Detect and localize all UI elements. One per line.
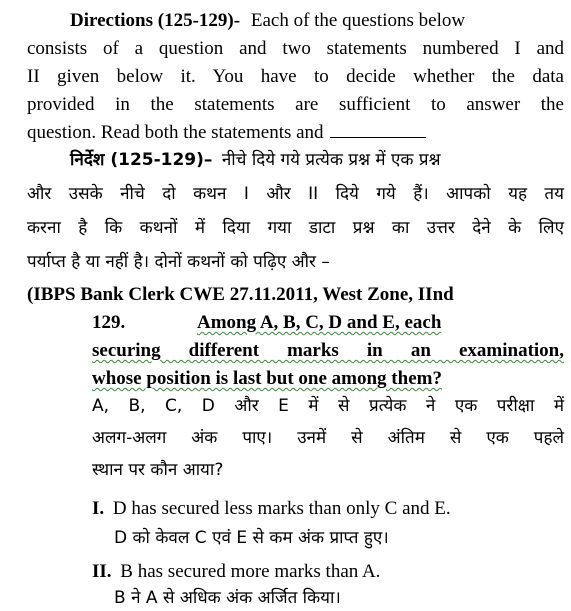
hindi-directions-line-2: और उसके नीचे दो कथन I और II दिये गये हैं। आपको यह तय (27, 184, 564, 204)
question-en-line-2: securing different marks in an examination, (92, 340, 564, 361)
question-hi-line-2: अलग-अलग अंक पाए। उनमें से अंतिम से एक पहले (92, 428, 564, 448)
statement-2-en: B has secured more marks than A. (120, 561, 381, 582)
question-en-line-3: whose position is last but one among them? (92, 368, 442, 389)
statement-2-label: II. (92, 561, 112, 582)
directions-line-2: consists of a question and two statements numbered I and (27, 38, 564, 59)
directions-heading: Directions (125-129)- (70, 10, 241, 31)
hindi-directions-line-4: पर्याप्त है या नहीं है। दोनों कथनों को पढ़िए और – (27, 252, 330, 272)
hindi-directions-heading: निर्देश (125-129)– (70, 150, 213, 170)
hindi-directions-line-3: करना है कि कथनों में दिया गया डाटा प्रश्न का उत्तर देने के लिए (27, 218, 564, 238)
directions-line-5 (27, 122, 426, 142)
answer-blank (330, 122, 426, 138)
statement-2-hi: B ने A से अधिक अंक अर्जित किया। (114, 588, 341, 608)
hindi-directions-text-1: नीचे दिये गये प्रत्येक प्रश्न में एक प्रश्न (221, 150, 441, 170)
question-hi-line-3: स्थान पर कौन आया? (92, 460, 224, 480)
question-en-line-1: Among A, B, C, D and E, each (197, 312, 442, 333)
statement-1-hi: D को केवल C एवं E से कम अंक प्राप्त हुए। (114, 528, 389, 548)
question-hi-line-1: A, B, C, D और E में से प्रत्येक ने एक परीक्षा में (92, 396, 564, 416)
directions-line-3: II given below it. You have to decide whether the data (27, 66, 564, 87)
directions-line-1 (70, 11, 465, 30)
directions-text-5: question. Read both the statements and (27, 122, 324, 143)
statement-1-en: D has secured less marks than only C and E. (112, 498, 451, 519)
directions-text-1: Each of the questions below (250, 10, 466, 31)
directions-line-4: provided in the statements are sufficient to answer the (27, 94, 564, 115)
question-number: 129. (92, 312, 126, 333)
source-citation: (IBPS Bank Clerk CWE 27.11.2011, West Zone, IInd (27, 284, 454, 305)
statement-2 (92, 562, 380, 581)
statement-1 (92, 499, 451, 518)
statement-1-label: I. (92, 498, 105, 519)
hindi-directions-line-1 (70, 152, 441, 169)
